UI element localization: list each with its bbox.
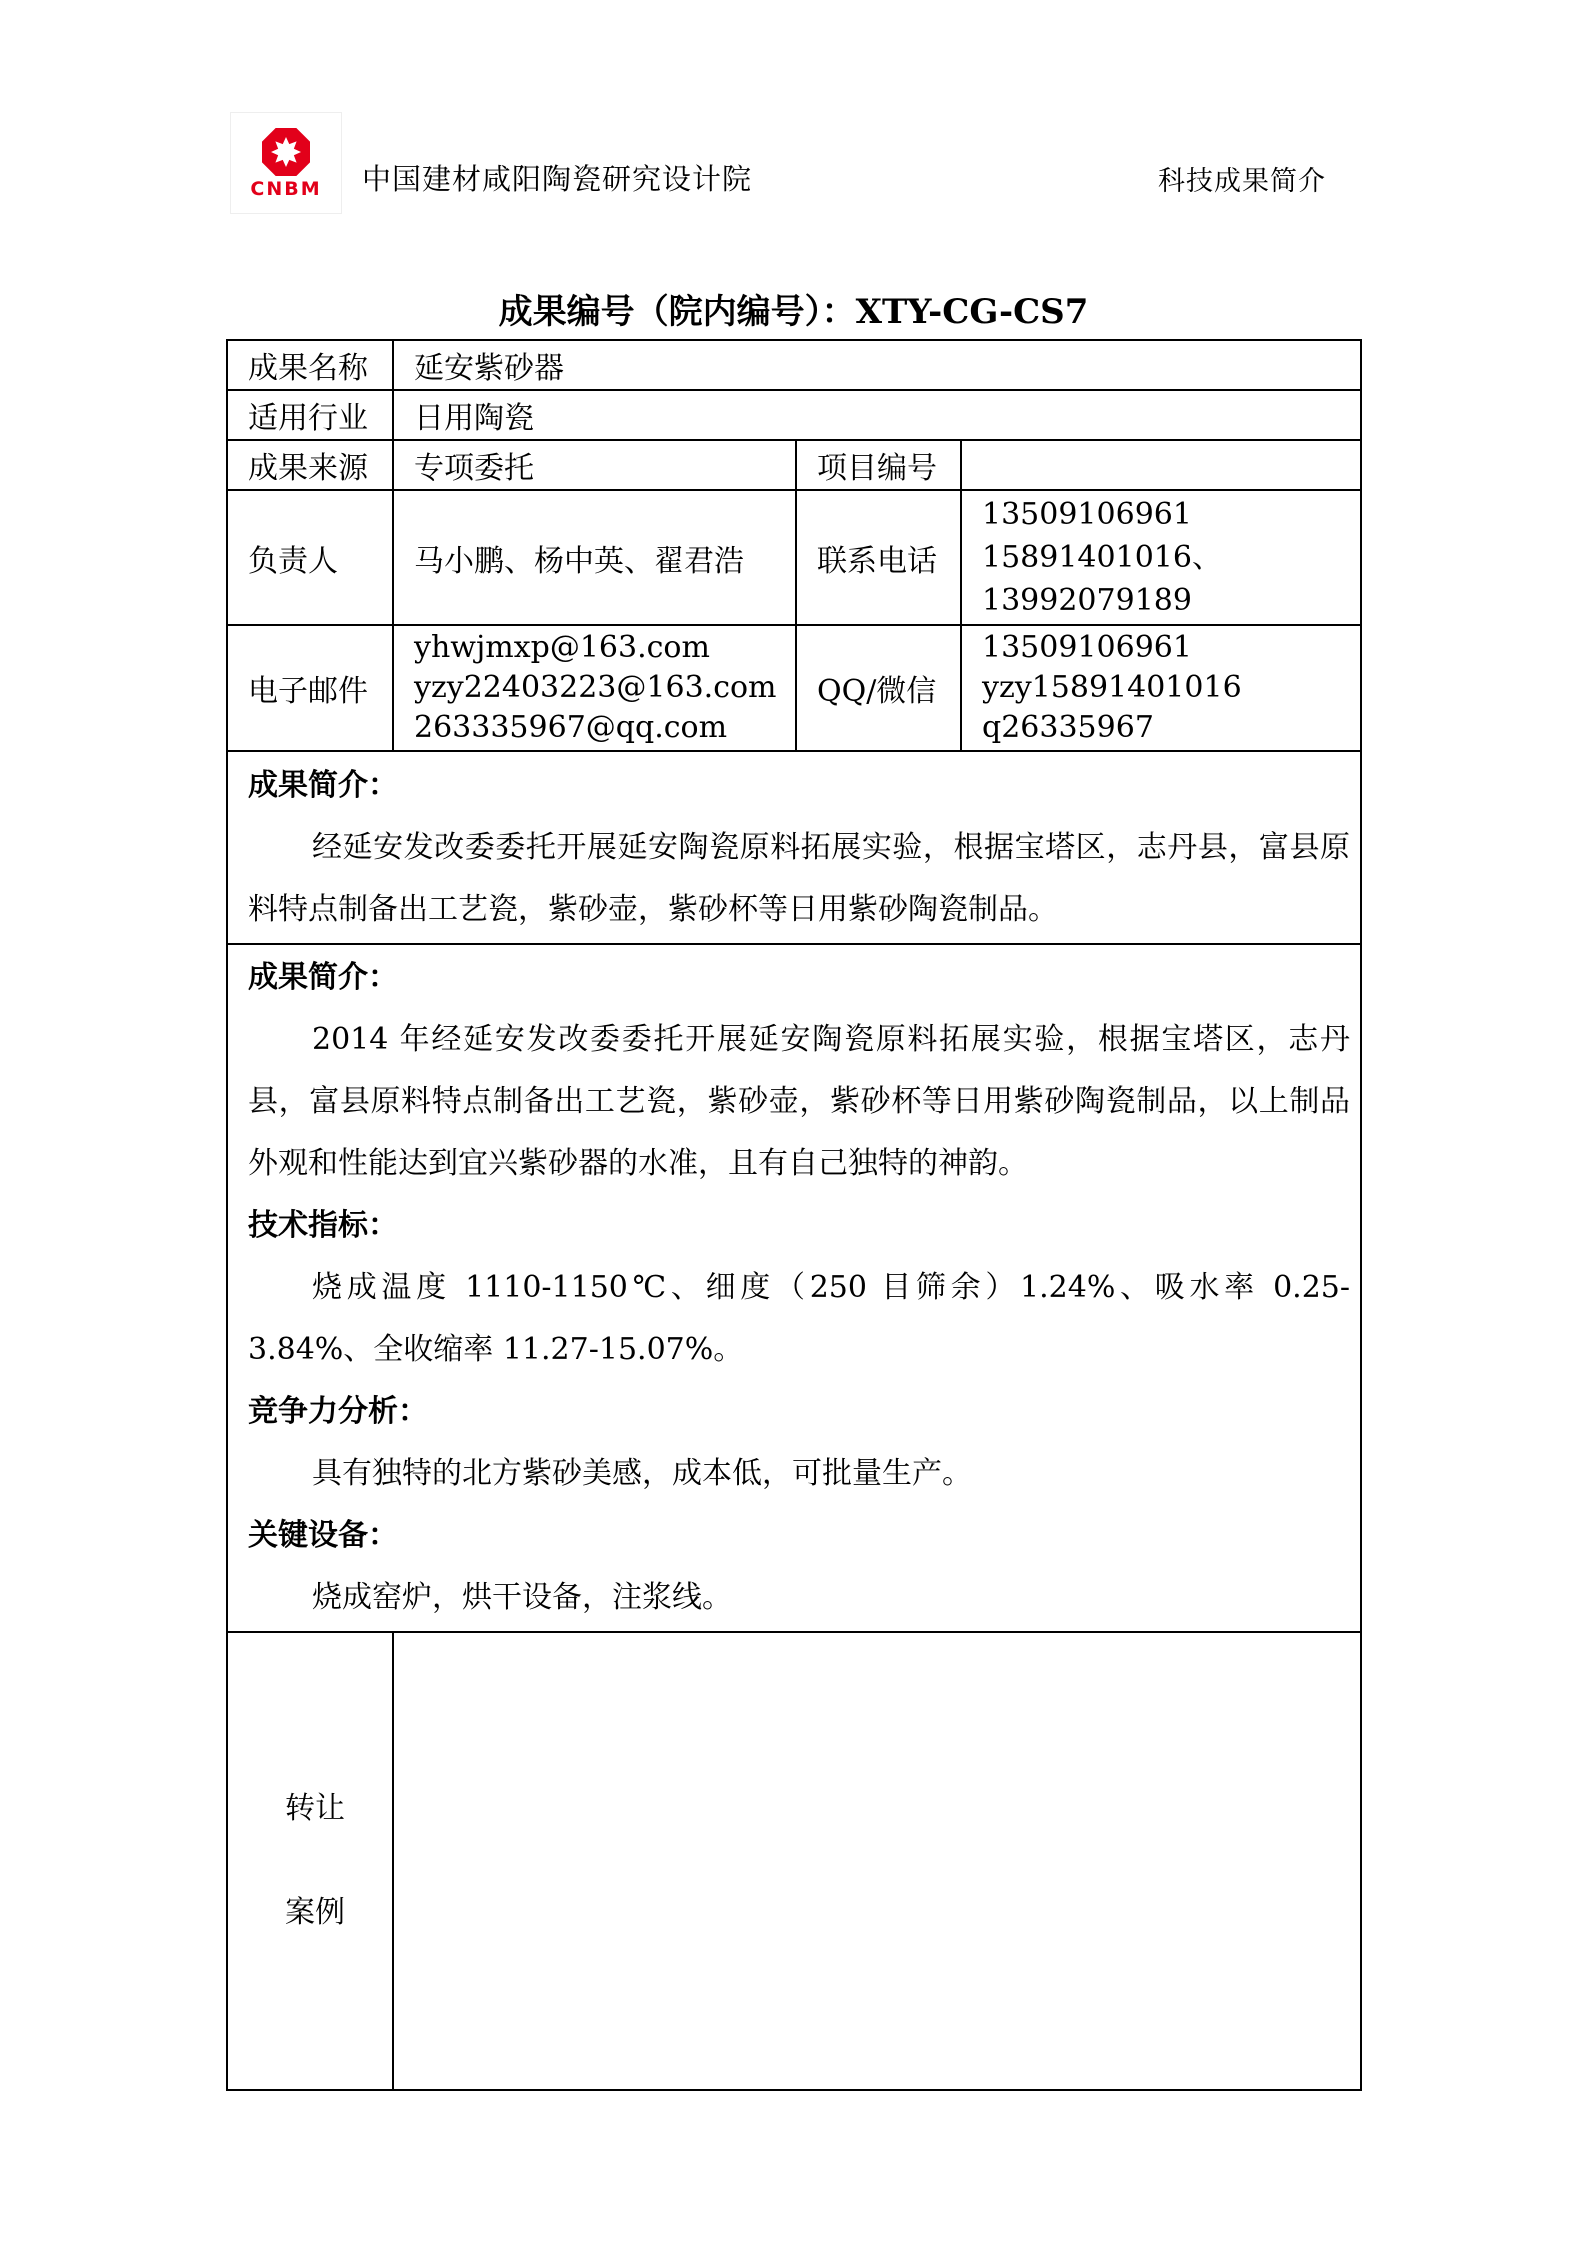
page-title: 成果编号（院内编号）：XTY-CG-CS7 xyxy=(498,292,1089,332)
transfer-label-line: 案例 xyxy=(285,1895,345,1930)
field-value-person-in-charge: 马小鹏、杨中英、翟君浩 xyxy=(393,490,796,625)
table-row-industry xyxy=(227,390,1361,440)
field-label-phone: 联系电话 xyxy=(796,490,961,625)
qq-line: yzy15891401016 xyxy=(982,670,1242,705)
field-label-person-in-charge: 负责人 xyxy=(227,490,393,625)
section-summary-1 xyxy=(227,751,1361,944)
field-value-project-number xyxy=(961,440,1361,490)
email-line: yhwjmxp@163.com xyxy=(414,630,710,665)
organization-name: 中国建材咸阳陶瓷研究设计院 xyxy=(362,162,753,196)
section-paragraph: 具有独特的北方紫砂美感，成本低，可批量生产。 xyxy=(312,1456,972,1491)
achievement-info-table xyxy=(226,339,1362,2091)
table-row-source xyxy=(227,440,1361,490)
field-label-project-number: 项目编号 xyxy=(796,440,961,490)
table-row-person-in-charge xyxy=(227,490,1361,625)
cnbm-logo-text: CNBM xyxy=(250,178,322,200)
section-paragraph: 经延安发改委委托开展延安陶瓷原料拓展实验，根据宝塔区，志丹县，富县原料特点制备出工艺瓷，紫砂壶，紫砂杯等日用紫砂陶瓷制品。 xyxy=(248,829,1351,927)
field-label-qq-wechat: QQ/微信 xyxy=(796,625,961,751)
table-row-email xyxy=(227,625,1361,751)
section-details xyxy=(227,944,1361,1632)
qq-line: q26335967 xyxy=(982,710,1154,745)
field-value-source: 专项委托 xyxy=(393,440,796,490)
section-heading: 关键设备： xyxy=(248,1518,398,1553)
field-value-industry: 日用陶瓷 xyxy=(393,390,1361,440)
field-label-transfer-case xyxy=(227,1632,393,2090)
section-heading: 竞争力分析： xyxy=(248,1394,428,1429)
email-line: 263335967@qq.com xyxy=(414,710,728,745)
qq-line: 13509106961 xyxy=(982,630,1192,665)
field-value-qq-wechat xyxy=(961,625,1361,751)
field-value-email xyxy=(393,625,796,751)
document-type-label: 科技成果简介 xyxy=(1158,166,1326,197)
section-paragraph: 2014 年经延安发改委委托开展延安陶瓷原料拓展实验，根据宝塔区，志丹县，富县原料特点制备出工艺瓷，紫砂壶，紫砂杯等日用紫砂陶瓷制品，以上制品外观和性能达到宜兴紫砂器的水准，且有自己独特的神韵。 xyxy=(248,1022,1351,1181)
section-heading: 成果简介： xyxy=(248,767,398,803)
field-value-phone xyxy=(961,490,1361,625)
table-row-details xyxy=(227,944,1361,1632)
transfer-label-line: 转让 xyxy=(285,1791,345,1826)
field-value-achievement-name: 延安紫砂器 xyxy=(393,340,1361,390)
cnbm-octagon-star-icon xyxy=(261,127,311,177)
page-header xyxy=(226,112,1360,214)
cnbm-logo xyxy=(230,112,342,214)
section-paragraph: 烧成窑炉，烘干设备，注浆线。 xyxy=(312,1580,732,1615)
phone-line: 15891401016、13992079189 xyxy=(982,540,1222,618)
phone-line: 13509106961 xyxy=(982,497,1192,532)
field-label-industry: 适用行业 xyxy=(227,390,393,440)
field-label-achievement-name: 成果名称 xyxy=(227,340,393,390)
field-value-transfer-case xyxy=(393,1632,1361,2090)
table-row-transfer-case xyxy=(227,1632,1361,2090)
field-label-email: 电子邮件 xyxy=(227,625,393,751)
email-line: yzy22403223@163.com xyxy=(414,670,777,705)
field-label-source: 成果来源 xyxy=(227,440,393,490)
section-paragraph: 烧成温度 1110-1150℃、细度（250 目筛余）1.24%、吸水率 0.25-3.84%、全收缩率 11.27-15.07%。 xyxy=(248,1270,1351,1367)
table-row-achievement-name xyxy=(227,340,1361,390)
section-heading: 技术指标： xyxy=(248,1208,398,1243)
table-row-summary-1 xyxy=(227,751,1361,944)
section-heading: 成果简介： xyxy=(248,960,398,995)
